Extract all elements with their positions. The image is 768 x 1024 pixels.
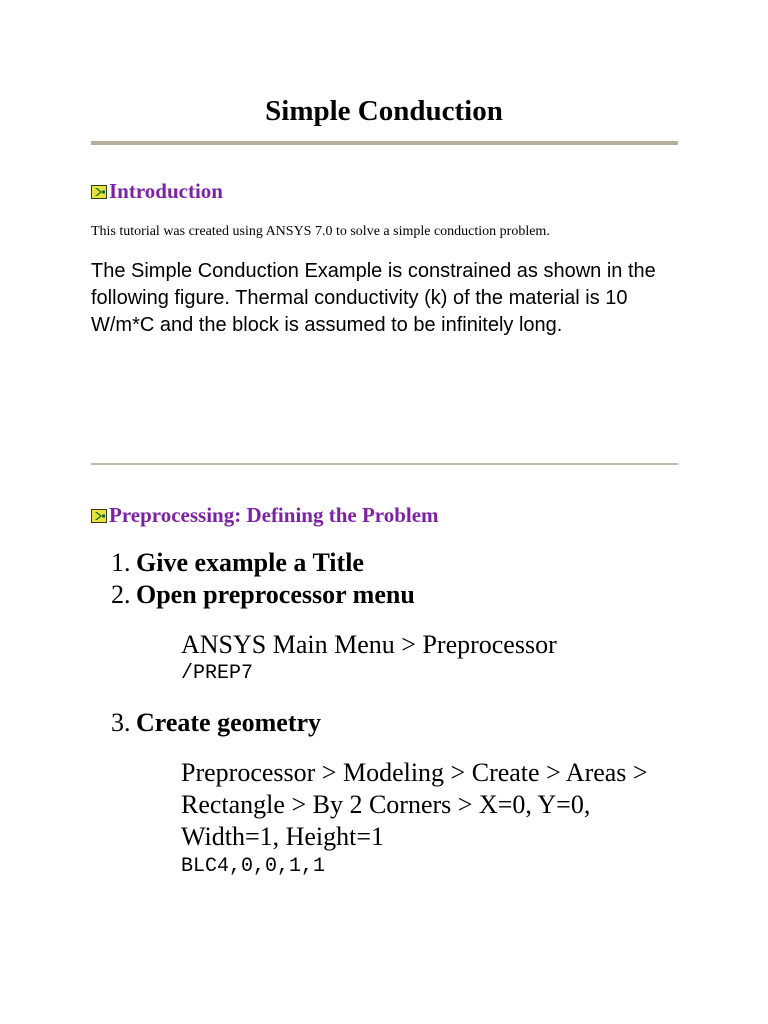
section-divider — [91, 463, 678, 465]
preprocessing-heading — [91, 502, 439, 528]
preprocessing-heading-text: Preprocessing: Defining the Problem — [109, 503, 439, 527]
tutorial-note: This tutorial was created using ANSYS 7.0 to solve a simple conduction problem. — [91, 224, 550, 239]
arrow-bullet-icon — [91, 509, 107, 523]
step-number: 3. — [111, 708, 131, 737]
page-title: Simple Conduction — [265, 95, 503, 127]
step-label: Create geometry — [136, 708, 322, 737]
intro-paragraph: The Simple Conduction Example is constrained as shown in the following figure. Thermal conductivity (k) of the material is 10 W/m*C and the block is assumed to be infinitely long. — [91, 260, 656, 336]
step-3 — [111, 707, 321, 739]
command-text: /PREP7 — [181, 662, 254, 685]
step-1 — [111, 547, 364, 579]
step-number: 2. — [111, 580, 131, 609]
command-text: BLC4,0,0,1,1 — [181, 855, 326, 878]
step-number: 1. — [111, 548, 131, 577]
step-2 — [111, 579, 415, 611]
step-label: Give example a Title — [136, 548, 364, 577]
introduction-heading — [91, 178, 223, 204]
title-divider — [91, 141, 678, 145]
introduction-heading-text: Introduction — [109, 179, 223, 203]
menu-path: ANSYS Main Menu > Preprocessor — [181, 630, 557, 659]
arrow-bullet-icon — [91, 185, 107, 199]
step-label: Open preprocessor menu — [136, 580, 415, 609]
menu-path: Preprocessor > Modeling > Create > Areas > Rectangle > By 2 Corners > X=0, Y=0, Width=1, Height=1 — [181, 758, 648, 851]
